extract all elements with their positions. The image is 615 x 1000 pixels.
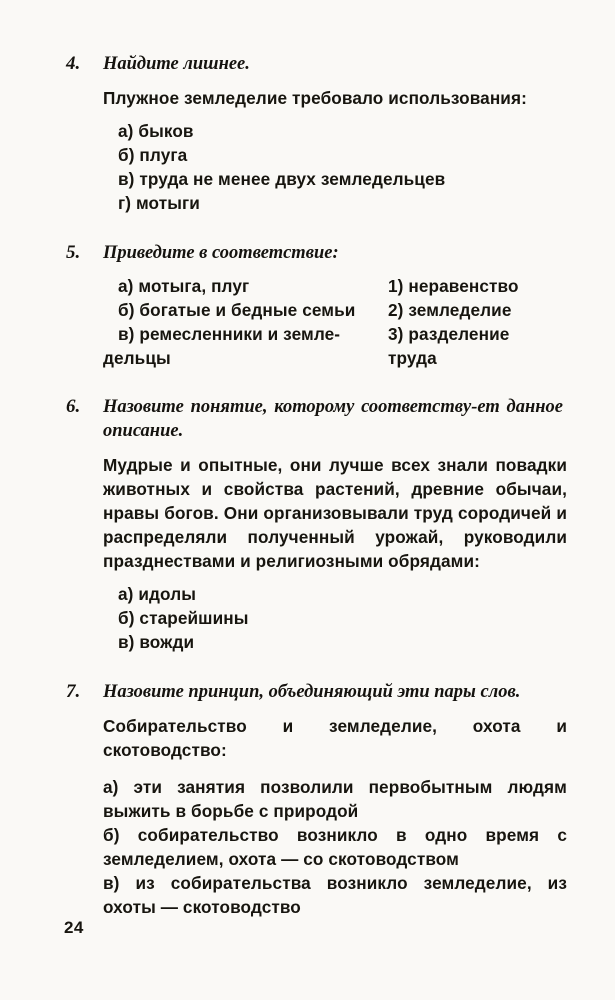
exercise-7-options [103, 775, 567, 919]
option-v[interactable]: в) из собирательства возникло земледелие, из охоты — скотоводство [103, 873, 567, 917]
exercise-5-number: 5. [66, 242, 81, 263]
option-v[interactable]: в) труда не менее двух земледельцев [118, 169, 446, 189]
spacer [0, 215, 615, 241]
exercise-4 [0, 52, 615, 215]
match-left-v-continuation: дельцы [103, 348, 171, 368]
option-a[interactable]: а) эти занятия позволили первобытным людям выжить в борьбе с природой [103, 777, 567, 821]
exercise-7-body: Собирательство и земледелие, охота и скотоводство: [103, 716, 567, 760]
exercise-4-body: Плужное земледелие требовало использования: [103, 88, 527, 108]
exercise-6-options [103, 582, 567, 654]
exercise-6-number: 6. [66, 396, 81, 417]
match-column-left [103, 274, 368, 370]
option-a[interactable]: а) быков [118, 121, 194, 141]
exercise-4-options [103, 119, 567, 215]
match-right-2[interactable]: 2) земледелие [388, 300, 512, 320]
spacer [0, 654, 615, 680]
option-b[interactable]: б) собирательство возникло в одно время с земледелием, охота — со скотоводством [103, 825, 567, 869]
match-left-b[interactable]: б) богатые и бедные семьи [118, 300, 356, 320]
page-content [0, 52, 615, 919]
match-left-a[interactable]: а) мотыга, плуг [118, 276, 250, 296]
exercise-6 [0, 395, 615, 654]
option-g[interactable]: г) мотыги [118, 193, 200, 213]
exercise-4-number: 4. [66, 53, 81, 74]
exercise-7-title: Назовите принцип, объединяющий эти пары слов. [103, 682, 521, 702]
option-a[interactable]: а) идолы [118, 584, 197, 604]
match-right-3[interactable]: 3) разделение [388, 324, 510, 344]
exercise-4-title: Найдите лишнее. [103, 54, 250, 74]
match-left-v[interactable]: в) ремесленники и земле- [118, 324, 341, 344]
match-right-1[interactable]: 1) неравенство [388, 276, 519, 296]
option-b[interactable]: б) плуга [118, 145, 188, 165]
exercise-5 [0, 241, 615, 370]
option-v[interactable]: в) вожди [118, 632, 195, 652]
option-b[interactable]: б) старейшины [118, 608, 249, 628]
exercise-7 [0, 680, 615, 919]
exercise-6-title: Назовите понятие, которому соответству-ет данное описание. [103, 397, 563, 441]
exercise-7-number: 7. [66, 681, 81, 702]
exercise-5-title: Приведите в соответствие: [103, 243, 339, 263]
match-right-3-continuation: труда [388, 348, 437, 368]
exercise-6-body: Мудрые и опытные, они лучше всех знали повадки животных и свойства растений, древние обычаи, нравы богов. Они организовывали труд сородичей и распределяли полученный урожай, руководили празднествами и религиозными обрядами: [103, 455, 567, 571]
match-column-right [388, 274, 568, 370]
spacer [0, 370, 615, 395]
exercise-5-match-table [103, 274, 567, 370]
page-number: 24 [64, 918, 84, 937]
